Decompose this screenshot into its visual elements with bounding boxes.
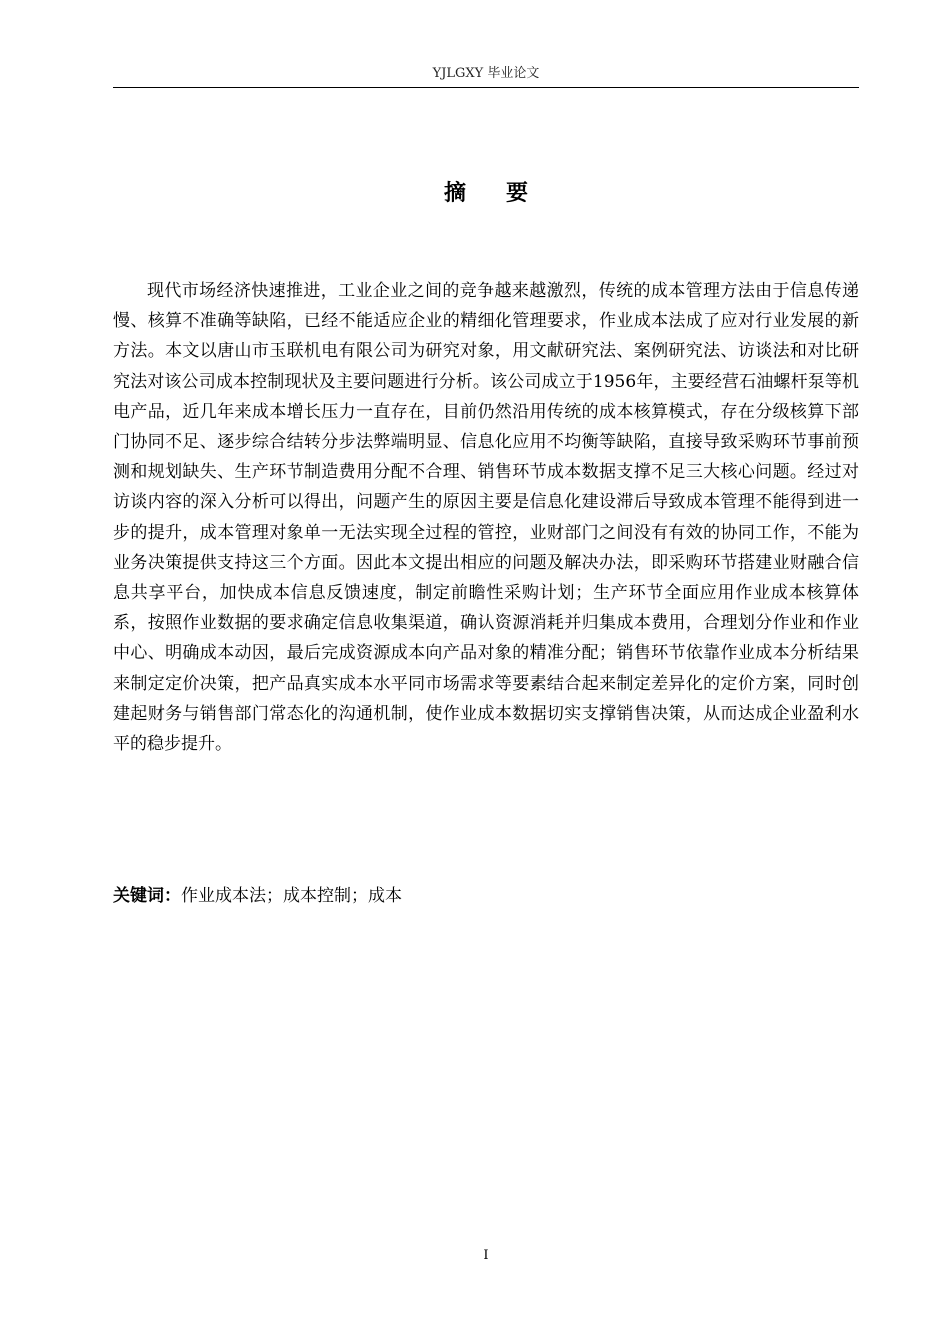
keywords-line [113, 883, 859, 909]
keywords-value: 作业成本法；成本控制；成本 [181, 886, 402, 906]
header-rule [113, 87, 859, 88]
keywords-label: 关键词： [113, 886, 181, 906]
running-header: YJLGXY 毕业论文 [432, 66, 540, 81]
abstract-title: 摘要 [443, 181, 568, 206]
abstract-body: 现代市场经济快速推进，工业企业之间的竞争越来越激烈，传统的成本管理方法由于信息传递慢、核算不准确等缺陷，已经不能适应企业的精细化管理要求，作业成本法成了应对行业发展的新方法。本文以唐山市玉联机电有限公司为研究对象，用文献研究法、案例研究法、访谈法和对比研究法对该公司成本控制现状及主要问题进行分析。该公司成立于1956年，主要经营石油螺杆泵等机电产品，近几年来成本增长压力一直存在，目前仍然沿用传统的成本核算模式，存在分级核算下部门协同不足、逐步综合结转分步法弊端明显、信息化应用不均衡等缺陷，直接导致采购环节事前预测和规划缺失、生产环节制造费用分配不合理、销售环节成本数据支撑不足三大核心问题。经过对访谈内容的深入分析可以得出，问题产生的原因主要是信息化建设滞后导致成本管理不能得到进一步的提升，成本管理对象单一无法实现全过程的管控，业财部门之间没有有效的协同工作，不能为业务决策提供支持这三个方面。因此本文提出相应的问题及解决办法，即采购环节搭建业财融合信息共享平台，加快成本信息反馈速度，制定前瞻性采购计划；生产环节全面应用作业成本核算体系，按照作业数据的要求确定信息收集渠道，确认资源消耗并归集成本费用，合理划分作业和作业中心、明确成本动因，最后完成资源成本向产品对象的精准分配；销售环节依靠作业成本分析结果来制定定价决策，把产品真实成本水平同市场需求等要素结合起来制定差异化的定价方案，同时创建起财务与销售部门常态化的沟通机制，使作业成本数据切实支撑销售决策，从而达成企业盈利水平的稳步提升。 [113, 281, 859, 755]
page-number: I [483, 1248, 489, 1263]
